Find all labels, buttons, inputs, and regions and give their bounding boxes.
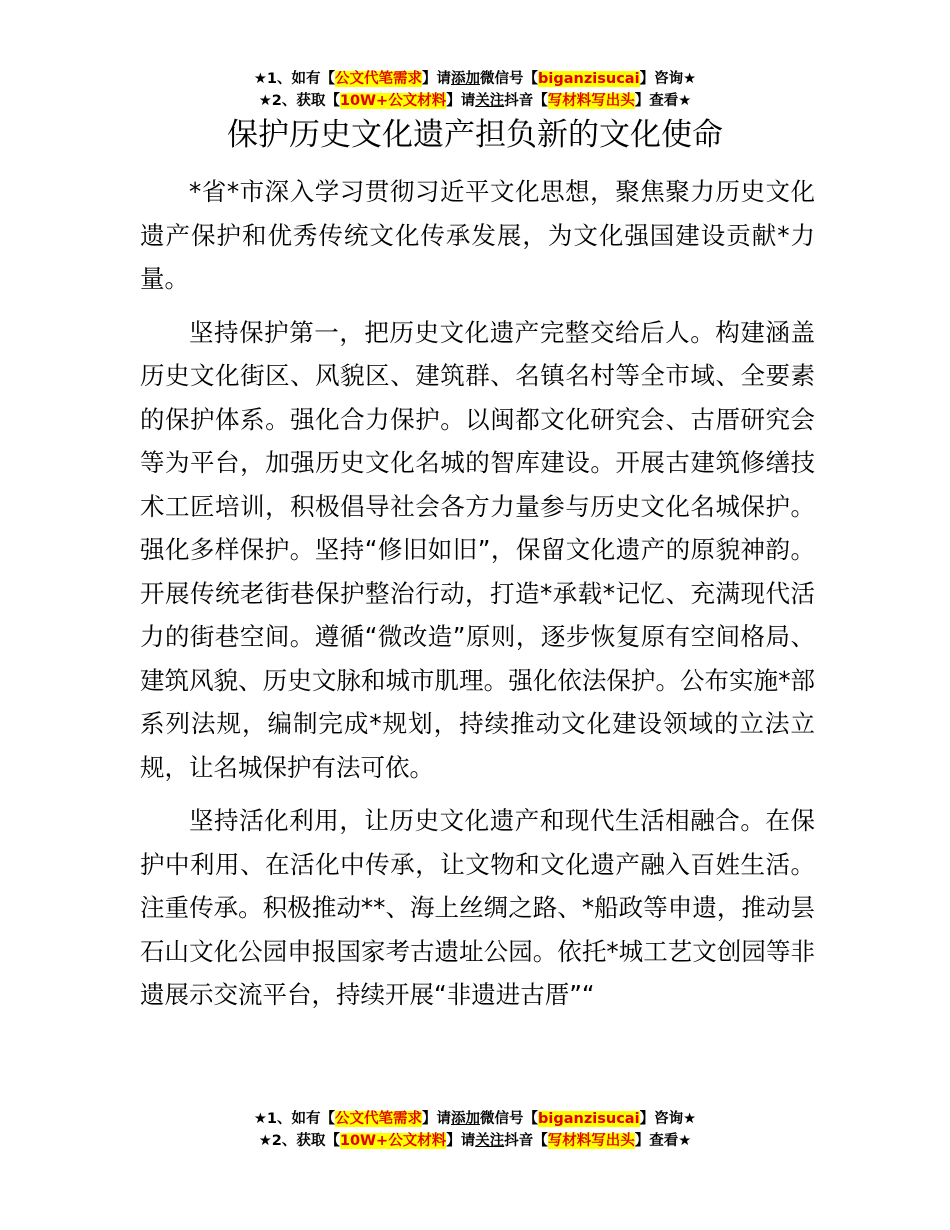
promo-underline: 关注	[475, 93, 505, 109]
promo-line-2	[0, 1130, 950, 1152]
promo-text: 微信号【	[480, 1111, 539, 1127]
promo-text: 】咨询★	[639, 1111, 697, 1127]
document-body	[140, 170, 815, 1027]
promo-underline: 添加	[451, 1111, 481, 1127]
promo-text: 】查看★	[634, 93, 692, 109]
promo-highlight: 10W+公文材料	[339, 1133, 447, 1149]
promo-text: 】请	[446, 93, 476, 109]
promo-text: 】请	[446, 1133, 476, 1149]
promo-text: 】请	[422, 71, 452, 87]
promo-text: ★2、获取【	[258, 1133, 340, 1149]
promo-highlight: 写材料写出头	[547, 93, 635, 109]
header-promo-banner	[0, 68, 950, 112]
promo-highlight: 写材料写出头	[547, 1133, 635, 1149]
promo-text: 抖音【	[504, 1133, 548, 1149]
promo-text: 】查看★	[634, 1133, 692, 1149]
promo-line-1	[0, 68, 950, 90]
promo-text: 微信号【	[480, 71, 539, 87]
promo-text: ★1、如有【	[253, 1111, 336, 1127]
paragraph: 坚持活化利用，让历史文化遗产和现代生活相融合。在保护中利用、在活化中传承，让文物和文化遗产融入百姓生活。注重传承。积极推动**、海上丝绸之路、*船政等申遗，推动昙石山文化公园申报国家考古遗址公园。依托*城工艺文创园等非遗展示交流平台，持续开展“非遗进古厝”“	[140, 806, 815, 1009]
promo-text: 】咨询★	[639, 71, 697, 87]
paragraph: 坚持保护第一，把历史文化遗产完整交给后人。构建涵盖历史文化街区、风貌区、建筑群、名镇名村等全市域、全要素的保护体系。强化合力保护。以闽都文化研究会、古厝研究会等为平台，加强历史文化名城的智库建设。开展古建筑修缮技术工匠培训，积极倡导社会各方力量参与历史文化名城保护。强化多样保护。坚持“修旧如旧”，保留文化遗产的原貌神韵。开展传统老街巷保护整治行动，打造*承载*记忆、充满现代活力的街巷空间。遵循“微改造”原则，逐步恢复原有空间格局、建筑风貌、历史文脉和城市肌理。强化依法保护。公布实施*部系列法规，编制完成*规划，持续推动文化建设领域的立法立规，让名城保护有法可依。	[140, 317, 815, 782]
promo-underline: 添加	[451, 71, 481, 87]
document-title: 保护历史文化遗产担负新的文化使命	[227, 117, 723, 153]
footer-promo-banner	[0, 1108, 950, 1152]
promo-text: ★1、如有【	[253, 71, 336, 87]
promo-highlight: 10W+公文材料	[339, 93, 447, 109]
promo-highlight: biganzisucai	[538, 1111, 640, 1127]
promo-text: 】请	[422, 1111, 452, 1127]
paragraph: *省*市深入学习贯彻习近平文化思想，聚焦聚力历史文化遗产保护和优秀传统文化传承发展，为文化强国建设贡献*力量。	[140, 177, 815, 293]
promo-text: ★2、获取【	[258, 93, 340, 109]
promo-line-2	[0, 90, 950, 112]
promo-text: 抖音【	[504, 93, 548, 109]
promo-highlight: 公文代笔需求	[335, 71, 423, 87]
promo-line-1	[0, 1108, 950, 1130]
promo-highlight: 公文代笔需求	[335, 1111, 423, 1127]
promo-underline: 关注	[475, 1133, 505, 1149]
promo-highlight: biganzisucai	[538, 71, 640, 87]
